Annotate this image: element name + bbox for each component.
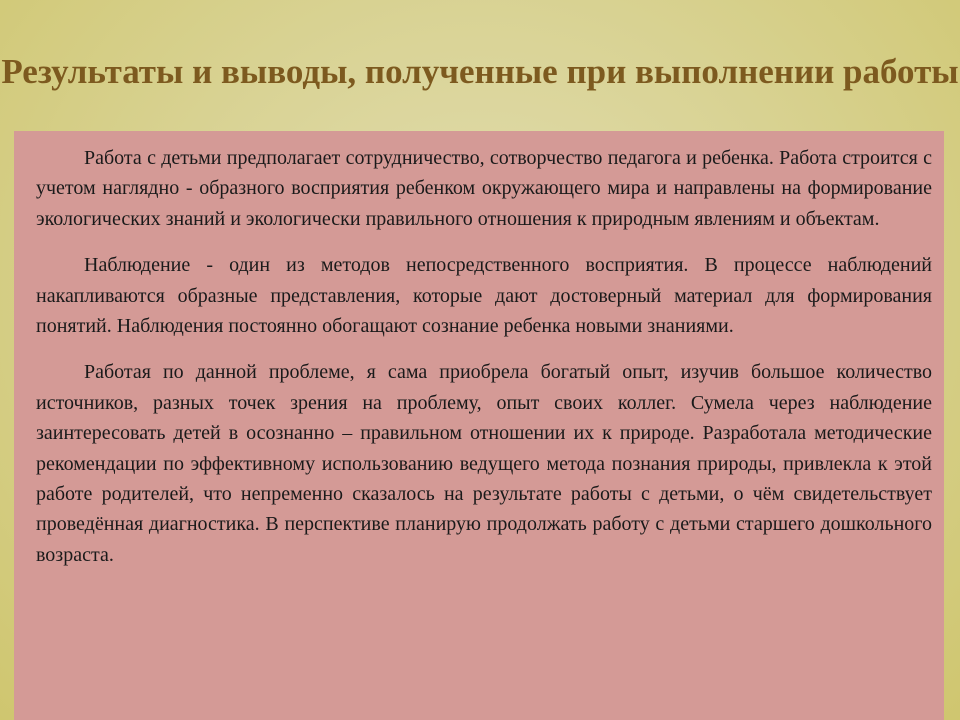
paragraph-1: Работа с детьми предполагает сотрудничество, сотворчество педагога и ребенка. Работа строится с учетом наглядно - образного восприятия ребенком окружающего мира и направлены на формирование экологических знаний и экологически правильного отношения к природным явлениям и объектам. (36, 147, 932, 230)
slide-title: Результаты и выводы, полученные при выполнении работы (1, 52, 959, 91)
paragraph-3: Работая по данной проблеме, я сама приобрела богатый опыт, изучив большое количество источников, разных точек зрения на проблему, опыт своих коллег. Сумела через наблюдение заинтересовать детей в осознанно – правильном отношении их к природе. Разработала методические рекомендации по эффективному использованию ведущего метода познания природы, привлекла к этой работе родителей, что непременно сказалось на результате работы с детьми, о чём свидетельствует проведённая диагностика. В перспективе планирую продолжать работу с детьми старшего дошкольного возраста. (36, 361, 932, 566)
paragraph-2: Наблюдение - один из методов непосредственного восприятия. В процессе наблюдений накапливаются образные представления, которые дают достоверный материал для формирования понятий. Наблюдения постоянно обогащают сознание ребенка новыми знаниями. (36, 254, 932, 338)
content-box (14, 131, 944, 720)
